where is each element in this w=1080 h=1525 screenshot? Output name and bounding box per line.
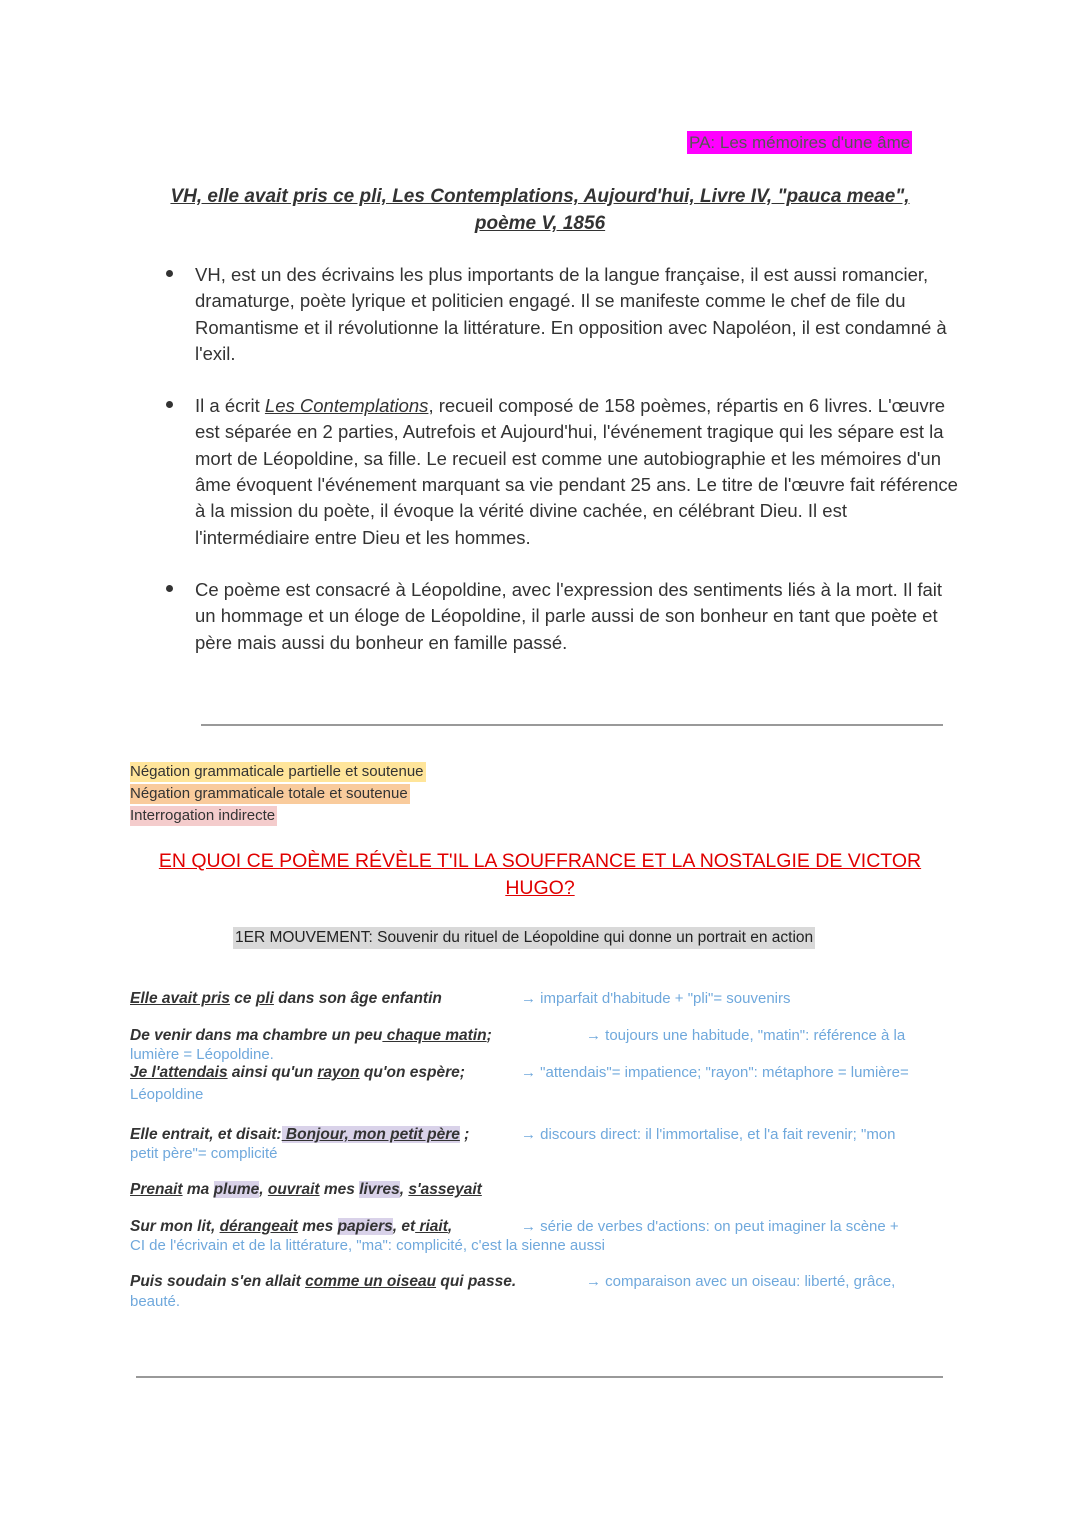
- legend-indirect-interrogation: Interrogation indirecte: [130, 807, 276, 824]
- verse-underline: Prenait: [130, 1181, 183, 1198]
- verse-underline: s'asseyait: [408, 1181, 482, 1198]
- verse-text: Puis soudain s'en allait: [130, 1273, 306, 1290]
- bullet-text-rest: , recueil composé de 158 poèmes, répartis en 6 livres. L'œuvre est séparée en 2 parties, Autrefois et Aujourd'hui, l'événement tragique qui les sépare est la mort de Léopoldine, sa fille. Le recueil est comme une autobiographie et les mémoires d'un âme évoquent l'événement marquant sa vie pendant 25 ans. Le titre de l'œuvre fait référence à la mission du poète, il évoque la vérité divine cachée, en célébrant Dieu. Il est l'intermédiaire entre Dieu et les hommes.: [195, 395, 958, 548]
- verse-underline: pli: [255, 990, 274, 1007]
- document-title: [130, 183, 950, 237]
- question-line-2: HUGO?: [505, 877, 575, 899]
- bullet-author: [160, 262, 960, 367]
- note-2: → toujours une habitude, "matin": référence à la: [586, 1027, 906, 1044]
- problematic-question: [130, 848, 950, 902]
- bullet-icon: [166, 270, 173, 277]
- bullet-poem: [160, 577, 960, 656]
- verse-highlight: Bonjour, mon petit père: [281, 1126, 460, 1143]
- verse-6: [130, 1217, 452, 1236]
- bullet-icon: [166, 585, 173, 592]
- title-line-2: poème V, 1856: [474, 213, 606, 234]
- bullet-text-prefix: Il a écrit: [195, 395, 265, 417]
- note-2-continued: lumière = Léopoldine.: [130, 1046, 274, 1063]
- bullet-icon: [166, 401, 173, 408]
- verse-text: ,: [259, 1181, 268, 1198]
- verse-underline: chaque matin: [382, 1027, 487, 1044]
- bullet-text: VH, est un des écrivains les plus importants de la langue française, il est aussi romancier, dramaturge, poète lyrique et politicien engagé. Il se manifeste comme le chef de file du Romantisme et il révolutionne la littérature. En opposition avec Napoléon, il est condamné à l'exil.: [195, 264, 947, 364]
- verse-underline: Je l'attendais: [130, 1064, 228, 1081]
- verse-text: ce: [229, 990, 256, 1007]
- note-3-continued: Léopoldine: [130, 1086, 204, 1103]
- verse-7: [130, 1272, 516, 1291]
- verse-text: ;: [459, 1126, 470, 1143]
- movement-heading: 1ER MOUVEMENT: Souvenir du rituel de Léopoldine qui donne un portrait en action: [233, 927, 815, 949]
- verse-text: mes: [319, 1181, 360, 1198]
- verse-underline: Elle avait pris: [130, 990, 230, 1007]
- verse-text: Elle entrait, et disait:: [130, 1126, 282, 1143]
- intro-bullet-list: [160, 262, 960, 682]
- verse-text: mes: [297, 1218, 338, 1235]
- verse-text: ,: [399, 1181, 409, 1198]
- note-6: → série de verbes d'actions: on peut imaginer la scène +: [521, 1218, 899, 1235]
- verse-underline: rayon: [317, 1064, 360, 1081]
- note-3: → "attendais"= impatience; "rayon": métaphore = lumière=: [521, 1064, 909, 1081]
- verse-highlight: papiers: [337, 1218, 393, 1235]
- title-line-1: VH, elle avait pris ce pli, Les Contemplations, Aujourd'hui, Livre IV, "pauca meae",: [170, 186, 910, 207]
- section-tag: PA: Les mémoires d'une âme: [689, 133, 911, 152]
- note-4-continued: petit père"= complicité: [130, 1145, 278, 1162]
- verse-text: , et: [392, 1218, 416, 1235]
- verse-underline: riait: [415, 1218, 448, 1235]
- legend-partial-negation: Négation grammaticale partielle et soutenue: [130, 763, 424, 780]
- verse-text: Sur mon lit,: [130, 1218, 220, 1235]
- verse-text: De venir dans ma chambre un peu: [130, 1027, 383, 1044]
- verse-highlight: livres: [359, 1181, 400, 1198]
- note-7-continued: beauté.: [130, 1293, 181, 1310]
- note-7: → comparaison avec un oiseau: liberté, grâce,: [586, 1273, 896, 1290]
- book-title: Les Contemplations: [264, 395, 429, 417]
- verse-1: [130, 989, 442, 1008]
- verse-text: ,: [447, 1218, 453, 1235]
- verse-2: [130, 1026, 492, 1045]
- question-line-1: EN QUOI CE POÈME RÉVÈLE T'IL LA SOUFFRANCE ET LA NOSTALGIE DE VICTOR: [158, 850, 922, 872]
- verse-underline: ouvrait: [267, 1181, 320, 1198]
- note-4: → discours direct: il l'immortalise, et l'a fait revenir; "mon: [521, 1126, 896, 1143]
- verse-5: [130, 1180, 482, 1199]
- divider: [201, 724, 943, 726]
- verse-4: [130, 1125, 469, 1144]
- verse-underline: dérangeait: [219, 1218, 298, 1235]
- note-6-continued: CI de l'écrivain et de la littérature, "ma": complicité, c'est la sienne aussi: [130, 1237, 605, 1254]
- verse-text: ainsi qu'un: [227, 1064, 318, 1081]
- verse-text: ;: [486, 1027, 492, 1044]
- divider: [136, 1376, 943, 1378]
- legend-total-negation: Négation grammaticale totale et soutenue: [130, 785, 408, 802]
- verse-text: ma: [182, 1181, 214, 1198]
- verse-text: qu'on espère;: [359, 1064, 465, 1081]
- verse-text: dans son âge enfantin: [273, 990, 442, 1007]
- verse-3: [130, 1063, 465, 1082]
- note-1: → imparfait d'habitude + "pli"= souvenirs: [521, 990, 791, 1007]
- verse-text: qui passe.: [436, 1273, 517, 1290]
- verse-highlight: plume: [213, 1181, 260, 1198]
- verse-underline: comme un oiseau: [305, 1273, 437, 1290]
- bullet-work: [160, 393, 960, 551]
- bullet-text: Ce poème est consacré à Léopoldine, avec l'expression des sentiments liés à la mort. Il fait un hommage et un éloge de Léopoldine, il parle aussi de son bonheur en tant que poète et père mais aussi du bonheur en famille passé.: [195, 578, 943, 653]
